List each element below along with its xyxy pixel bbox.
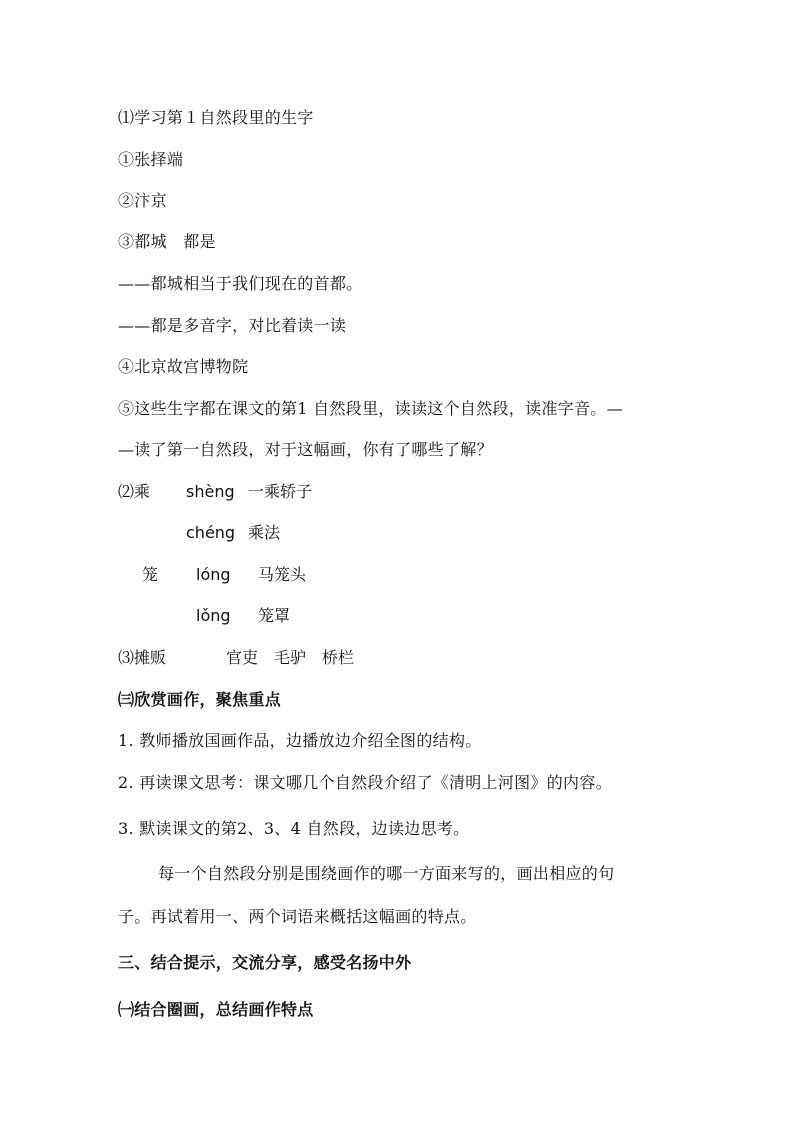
vocab-label: ⑶摊贩	[118, 648, 167, 667]
note-2: ——都是多音字，对比着读一读	[118, 316, 347, 335]
task-1: 1. 教师播放国画作品，边播放边介绍全图的结构。	[118, 731, 482, 750]
item-3: ③都城 都是	[118, 232, 216, 251]
task-3-detail: 每一个自然段分别是围绕画作的哪一方面来写的，画出相应的句	[158, 864, 615, 883]
word-cheng: 乘法	[248, 523, 281, 542]
task-3-detail-cont: 子。再试着用一、两个词语来概括这幅画的特点。	[118, 907, 477, 926]
word-long2: 马笼头	[258, 565, 307, 584]
poly-label: ⑵乘	[118, 482, 151, 501]
word-sheng: 一乘轿子	[248, 482, 313, 501]
part-3-heading: 三、结合提示，交流分享，感受名扬中外	[118, 953, 412, 972]
task-3: 3. 默读课文的第2、3、4 自然段，边读边思考。	[118, 819, 470, 838]
item-2: ②汴京	[118, 191, 167, 210]
pinyin-cheng: chéng	[186, 523, 236, 542]
item-4: ④北京故宫博物院	[118, 357, 249, 376]
note-1: ——都城相当于我们现在的首都。	[118, 274, 363, 293]
step-1-heading: ⑴学习第１自然段里的生字	[118, 108, 314, 127]
section-heading-3: ㈢欣赏画作，聚焦重点	[118, 690, 282, 709]
item-5-continued: —读了第一自然段，对于这幅画，你有了哪些了解？	[118, 440, 493, 459]
pinyin-long3: lǒng	[196, 606, 231, 625]
char-long: 笼	[142, 565, 159, 584]
task-2: 2. 再读课文思考：课文哪几个自然段介绍了《清明上河图》的内容。	[118, 773, 612, 792]
item-1: ①张择端	[118, 150, 184, 169]
word-long3: 笼罩	[258, 606, 291, 625]
vocab-words: 官吏 毛驴 桥栏	[226, 648, 355, 667]
sub-heading-1: ㈠结合圈画，总结画作特点	[118, 1000, 314, 1019]
item-5: ⑤这些生字都在课文的第1 自然段里，读读这个自然段，读准字音。—	[118, 399, 623, 418]
pinyin-long2: lóng	[196, 565, 231, 584]
pinyin-sheng: shèng	[186, 482, 235, 501]
